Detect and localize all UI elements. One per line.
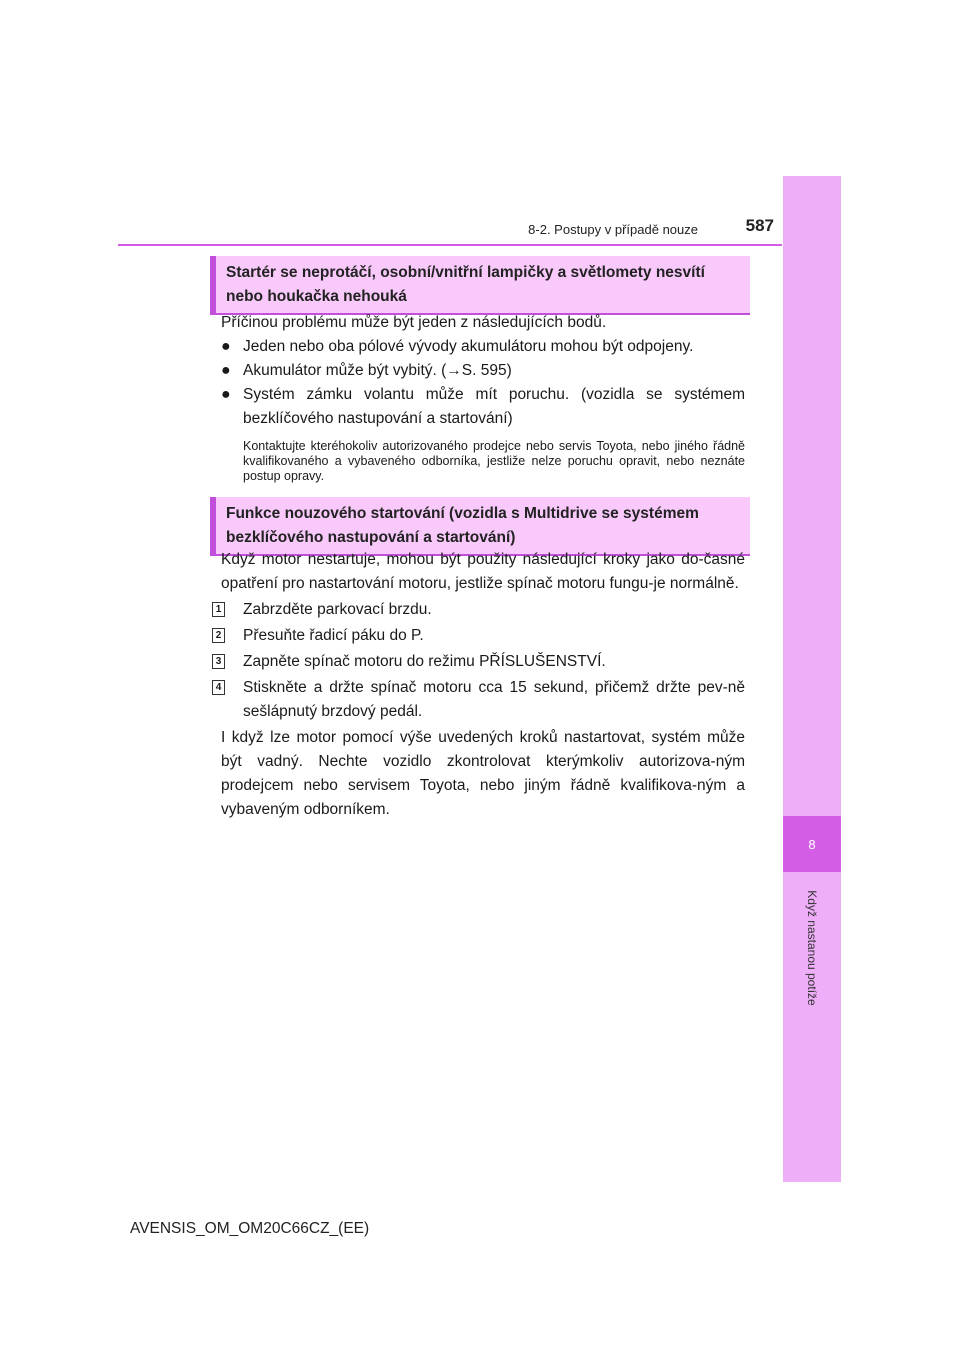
header-section-title: 8-2. Postupy v případě nouze: [528, 222, 698, 237]
section1-intro: Příčinou problému může být jeden z následujících bodů.: [221, 314, 607, 331]
step-text: Přesuňte řadicí páku do P.: [243, 627, 424, 644]
step-number: 2: [212, 628, 225, 643]
step-item: [215, 624, 745, 648]
chapter-number-box: [783, 816, 841, 872]
section2-intro: Když motor nestartuje, mohou být použity následující kroky jako do-časné opatření pro nastartování motoru, jestliže spínač motoru fungu-je normálně.: [221, 551, 745, 592]
page-number: 587: [745, 216, 774, 235]
section1-heading: Startér se neprotáčí, osobní/vnitřní lampičky a světlomety nesvítí nebo houkačka nehouká: [210, 256, 750, 315]
list-item: [221, 359, 745, 383]
step-item: [215, 650, 745, 674]
step-item: [215, 676, 745, 724]
note-block: [221, 439, 745, 484]
step-text: Zabrzděte parkovací brzdu.: [243, 601, 432, 618]
step-text: Zapněte spínač motoru do režimu PŘÍSLUŠENSTVÍ.: [243, 653, 606, 670]
chapter-number: 8: [808, 836, 816, 852]
section1-body: [221, 311, 745, 484]
list-item: [221, 383, 745, 431]
section2-closing: I když lze motor pomocí výše uvedených kroků nastartovat, systém může být vadný. Nechte vozidlo zkontrolovat kterýmkoliv autorizova-ným prodejcem nebo servisem Toyota, nebo jiným řádně kvalifikova-ným a vybaveným odborníkem.: [221, 729, 745, 818]
step-number: 1: [212, 602, 225, 617]
step-number: 3: [212, 654, 225, 669]
bullet-text: Jeden nebo oba pólové vývody akumulátoru mohou být odpojeny.: [243, 338, 694, 355]
chapter-side-tab: [783, 176, 841, 1182]
step-text: Stiskněte a držte spínač motoru cca 15 sekund, přičemž držte pev-ně sešlápnutý brzdový pedál.: [243, 679, 745, 720]
bullet-text: Systém zámku volantu může mít poruchu. (vozidla se systémem bezklíčového nastupování a startování): [243, 386, 745, 427]
bullet-icon: ●: [221, 338, 231, 355]
list-item: [221, 335, 745, 359]
bullet-text: Akumulátor může být vybitý. (→S. 595): [243, 362, 512, 379]
service-note: Kontaktujte kteréhokoliv autorizovaného prodejce nebo servis Toyota, nebo jiného řádně kvalifikovaného a vybaveného odborníka, jestliže nelze poruchu opravit, nebo neznáte postup opravy.: [243, 439, 745, 483]
document-code: AVENSIS_OM_OM20C66CZ_(EE): [130, 1220, 370, 1237]
chapter-title-vertical: Když nastanou potíže: [805, 890, 819, 1006]
section2-body: [215, 548, 745, 822]
header-rule: [118, 244, 782, 246]
bullet-icon: ●: [221, 362, 231, 379]
bullet-icon: ●: [221, 386, 231, 403]
section2-heading: Funkce nouzového startování (vozidla s Multidrive se systémem bezklíčového nastupování a startování): [210, 497, 750, 556]
step-number: 4: [212, 680, 225, 695]
step-item: [215, 598, 745, 622]
